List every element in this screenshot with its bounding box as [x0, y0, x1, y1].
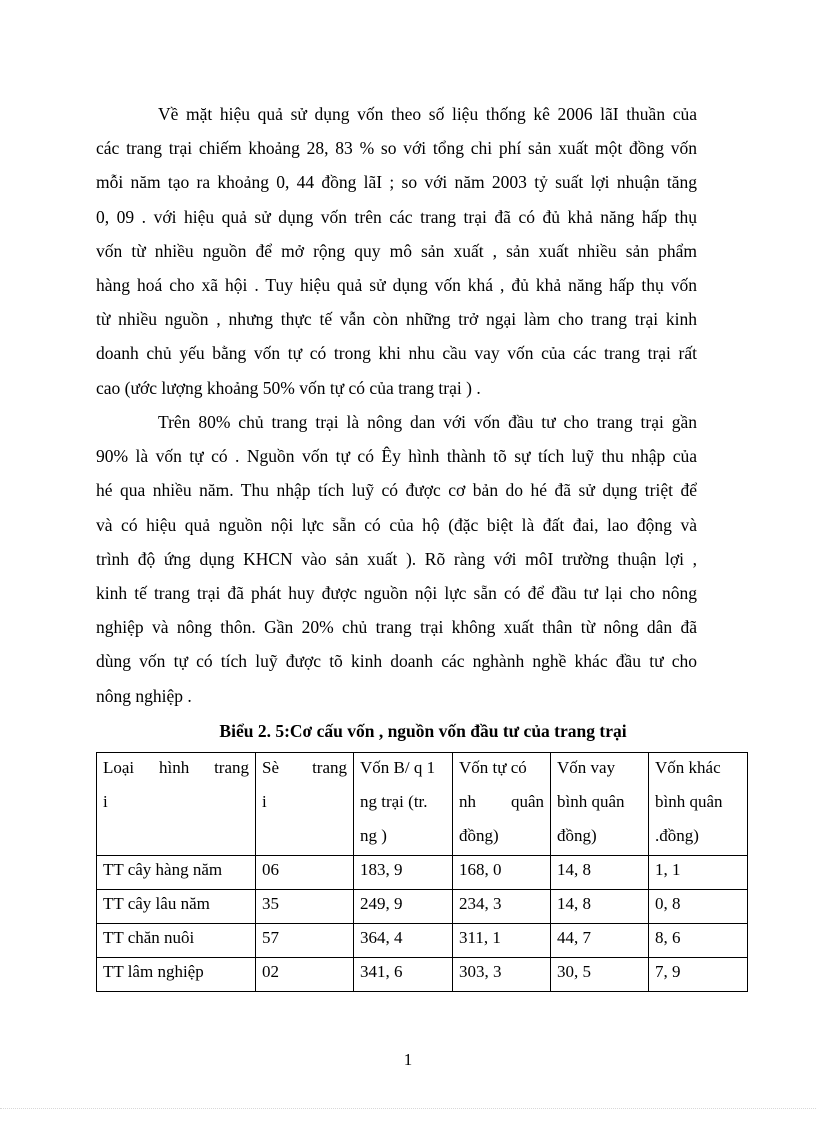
- text-line: dùng vốn tự có tích luỹ được tõ kinh doanh các nghành nghề khác đầu tư cho: [96, 651, 697, 672]
- table-cell: 57: [256, 924, 354, 958]
- table-cell: 14, 8: [551, 890, 649, 924]
- text-line: hàng hoá cho xã hội . Tuy hiệu quả sử dụng vốn khá , đủ khả năng hấp thụ vốn: [96, 274, 697, 295]
- paragraph-capital-efficiency: [96, 97, 697, 405]
- text-line: Trên 80% chủ trang trại là nông dan với vốn đầu tư cho trang trại gần: [158, 412, 697, 432]
- table-cell: TT lâm nghiệp: [97, 958, 256, 992]
- text-line: nông nghiệp .: [96, 685, 192, 706]
- table-row: [97, 856, 748, 890]
- table-cell: 44, 7: [551, 924, 649, 958]
- header-cell-avg-capital: Vốn B/ q 1 ng trại (tr. ng ): [354, 753, 453, 856]
- table-cell: 183, 9: [354, 856, 453, 890]
- text-line: kinh tế trang trại đã phát huy được nguồn nội lực sẵn có để đầu tư lại cho nông: [96, 582, 697, 603]
- header-cell-own-capital: Vốn tự có nh quân đồng): [453, 753, 551, 856]
- table-cell: 311, 1: [453, 924, 551, 958]
- text-line: nghiệp và nông thôn. Gần 20% chủ trang trại không xuất thân từ nông dân đã: [96, 617, 697, 638]
- table-cell: 1, 1: [649, 856, 748, 890]
- table-cell: 0, 8: [649, 890, 748, 924]
- header-cell-farm-type: Loại hình trang i: [97, 753, 256, 856]
- table-cell: 303, 3: [453, 958, 551, 992]
- text-line: từ nhiều nguồn , nhưng thực tế vẫn còn những trở ngại làm cho trang trại kinh: [96, 309, 697, 330]
- table-cell: 35: [256, 890, 354, 924]
- text-line: Về mặt hiệu quả sử dụng vốn theo số liệu thống kê 2006 lãI thuần của: [158, 104, 697, 124]
- table-cell: 02: [256, 958, 354, 992]
- table-header-row: [97, 753, 748, 856]
- table-caption: Biểu 2. 5:Cơ cấu vốn , nguồn vốn đầu tư của trang trại: [219, 721, 627, 741]
- header-cell-borrowed-capital: Vốn vay bình quân đồng): [551, 753, 649, 856]
- page-number: 1: [403, 1050, 413, 1069]
- table-cell: 249, 9: [354, 890, 453, 924]
- table-cell: 168, 0: [453, 856, 551, 890]
- text-line: hé qua nhiều năm. Thu nhập tích luỹ có được cơ bản do hé đã sử dụng triệt để: [96, 480, 697, 501]
- table-cell: TT chăn nuôi: [97, 924, 256, 958]
- table-cell: 234, 3: [453, 890, 551, 924]
- text-line: 0, 09 . với hiệu quả sử dụng vốn trên các trang trại đã có đủ khả năng hấp thụ: [96, 206, 697, 227]
- table-cell: TT cây lâu năm: [97, 890, 256, 924]
- header-cell-farm-count: Sè trang i: [256, 753, 354, 856]
- text-line: mỗi năm tạo ra khoảng 0, 44 đồng lãI ; so với năm 2003 tỷ suất lợi nhuận tăng: [96, 172, 697, 193]
- header-cell-other-capital: Vốn khác bình quân .đồng): [649, 753, 748, 856]
- table-cell: 364, 4: [354, 924, 453, 958]
- text-line: cao (ước lượng khoảng 50% vốn tự có của trang trại ) .: [96, 377, 481, 398]
- table-row: [97, 890, 748, 924]
- text-line: trình độ ứng dụng KHCN vào sản xuất ). Rõ ràng với môI trường thuận lợi ,: [96, 548, 697, 569]
- table-cell: 8, 6: [649, 924, 748, 958]
- page-bottom-divider: [0, 1108, 816, 1109]
- table-cell: 7, 9: [649, 958, 748, 992]
- text-line: doanh chủ yếu bằng vốn tự có trong khi nhu cầu vay vốn của các trang trại rất: [96, 343, 697, 364]
- text-line: 90% là vốn tự có . Nguồn vốn tự có Êy hình thành tõ sự tích luỹ thu nhập của: [96, 446, 697, 467]
- text-line: vốn từ nhiều nguồn để mở rộng quy mô sản xuất , sản xuất nhiều sản phẩm: [96, 240, 697, 261]
- capital-structure-table: [96, 752, 748, 992]
- table-cell: 30, 5: [551, 958, 649, 992]
- table-row: [97, 924, 748, 958]
- table-cell: 341, 6: [354, 958, 453, 992]
- table-cell: 14, 8: [551, 856, 649, 890]
- text-line: và có hiệu quả nguồn nội lực sẵn có của hộ (đặc biệt là đất đai, lao động và: [96, 514, 697, 535]
- table-row: [97, 958, 748, 992]
- table-cell: TT cây hàng năm: [97, 856, 256, 890]
- text-line: các trang trại chiếm khoảng 28, 83 % so với tổng chi phí sản xuất một đồng vốn: [96, 138, 697, 159]
- paragraph-self-owned-capital: [96, 405, 697, 713]
- table-cell: 06: [256, 856, 354, 890]
